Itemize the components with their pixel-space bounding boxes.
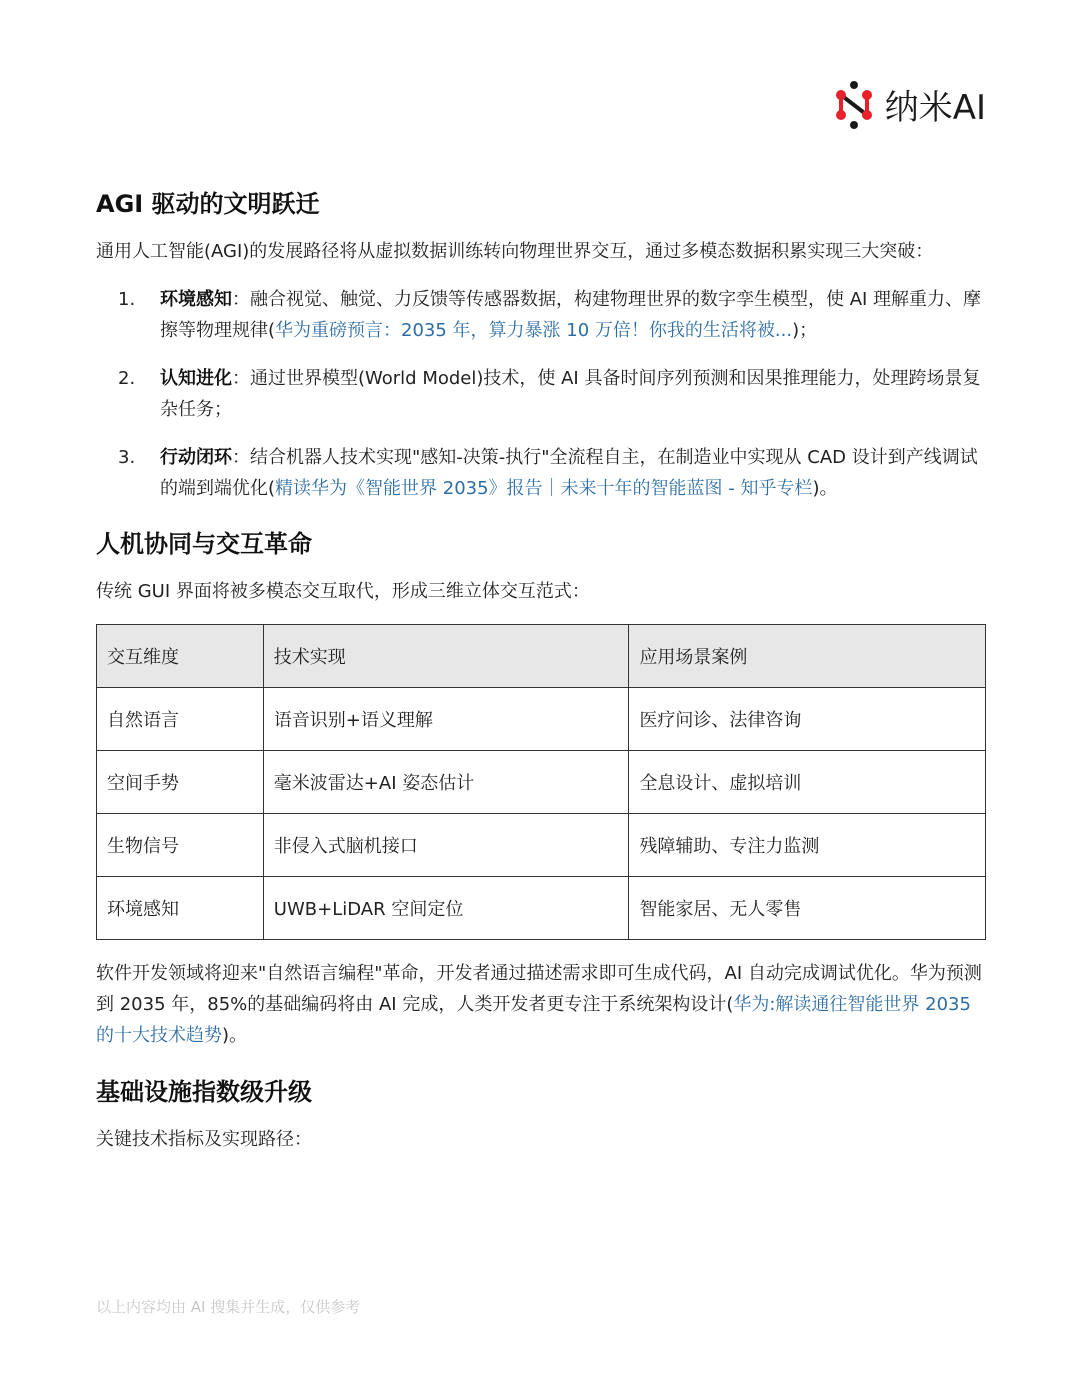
outro-tail: )。 (222, 1025, 248, 1046)
table-cell: 毫米波雷达+AI 姿态估计 (263, 751, 629, 814)
section1-title: AGI 驱动的文明跃迁 (96, 190, 320, 218)
reference-link[interactable]: 精读华为《智能世界 2035》报告｜未来十年的智能蓝图 - 知乎专栏 (275, 478, 813, 499)
list-label: 行动闭环 (160, 447, 232, 468)
section2-intro: 传统 GUI 界面将被多模态交互取代，形成三维立体交互范式： (96, 581, 590, 602)
section1-intro: 通用人工智能(AGI)的发展路径将从虚拟数据训练转向物理世界交互，通过多模态数据积累实现三大突破： (96, 241, 934, 262)
list-text: ：结合机器人技术实现"感知-决策-执行"全流程自主，在制造业中实现从 CAD 设计到产线调试的端到端优化( (160, 447, 978, 499)
table-cell: 语音识别+语义理解 (263, 688, 629, 751)
list-number: 3. (118, 447, 136, 468)
list-number: 2. (118, 368, 136, 389)
table-row (97, 814, 986, 877)
list-item (118, 363, 986, 425)
table-cell: 残障辅助、专注力监测 (629, 814, 986, 877)
interaction-table (96, 624, 986, 940)
table-cell: 环境感知 (97, 877, 264, 940)
section2-title: 人机协同与交互革命 (96, 530, 312, 558)
list-label: 环境感知 (160, 289, 232, 310)
table-cell: 医疗问诊、法律咨询 (629, 688, 986, 751)
table-header-cell: 应用场景案例 (629, 625, 986, 688)
table-row (97, 688, 986, 751)
nami-logo-icon (833, 81, 875, 129)
table-row (97, 751, 986, 814)
table-cell: 智能家居、无人零售 (629, 877, 986, 940)
table-header-cell: 技术实现 (263, 625, 629, 688)
list-number: 1. (118, 289, 136, 310)
list-tail: )。 (812, 478, 838, 499)
table-row (97, 877, 986, 940)
section2-outro (96, 958, 986, 1051)
table-header-row (97, 625, 986, 688)
reference-link[interactable]: 华为:解读通往智能世界 2035 的十大技术趋势 (96, 994, 971, 1046)
list-label: 认知进化 (160, 368, 232, 389)
brand-name: 纳米AI (884, 88, 986, 128)
outro-text: 软件开发领域将迎来"自然语言编程"革命，开发者通过描述需求即可生成代码，AI 自动完成调试优化。华为预测到 2035 年，85%的基础编码将由 AI 完成，人类开发者更专注于系统架构设计( (96, 963, 982, 1015)
brand-logo (833, 80, 986, 129)
table-cell: 空间手势 (97, 751, 264, 814)
section3-intro: 关键技术指标及实现路径： (96, 1129, 312, 1150)
list-item (118, 284, 986, 346)
list-text: ：通过世界模型(World Model)技术，使 AI 具备时间序列预测和因果推理能力，处理跨场景复杂任务； (160, 368, 981, 420)
table-cell: 生物信号 (97, 814, 264, 877)
reference-link[interactable]: 华为重磅预言：2035 年，算力暴涨 10 万倍！你我的生活将被... (275, 320, 793, 341)
section3-title: 基础设施指数级升级 (96, 1078, 312, 1106)
table-cell: 自然语言 (97, 688, 264, 751)
disclaimer-footer: 以上内容均由 AI 搜集并生成，仅供参考 (96, 1298, 361, 1316)
list-tail: )； (792, 320, 818, 341)
table-cell: 非侵入式脑机接口 (263, 814, 629, 877)
table-header-cell: 交互维度 (97, 625, 264, 688)
list-item (118, 442, 986, 504)
table-cell: UWB+LiDAR 空间定位 (263, 877, 629, 940)
table-cell: 全息设计、虚拟培训 (629, 751, 986, 814)
list-text: ：融合视觉、触觉、力反馈等传感器数据，构建物理世界的数字孪生模型，使 AI 理解重力、摩擦等物理规律( (160, 289, 982, 341)
